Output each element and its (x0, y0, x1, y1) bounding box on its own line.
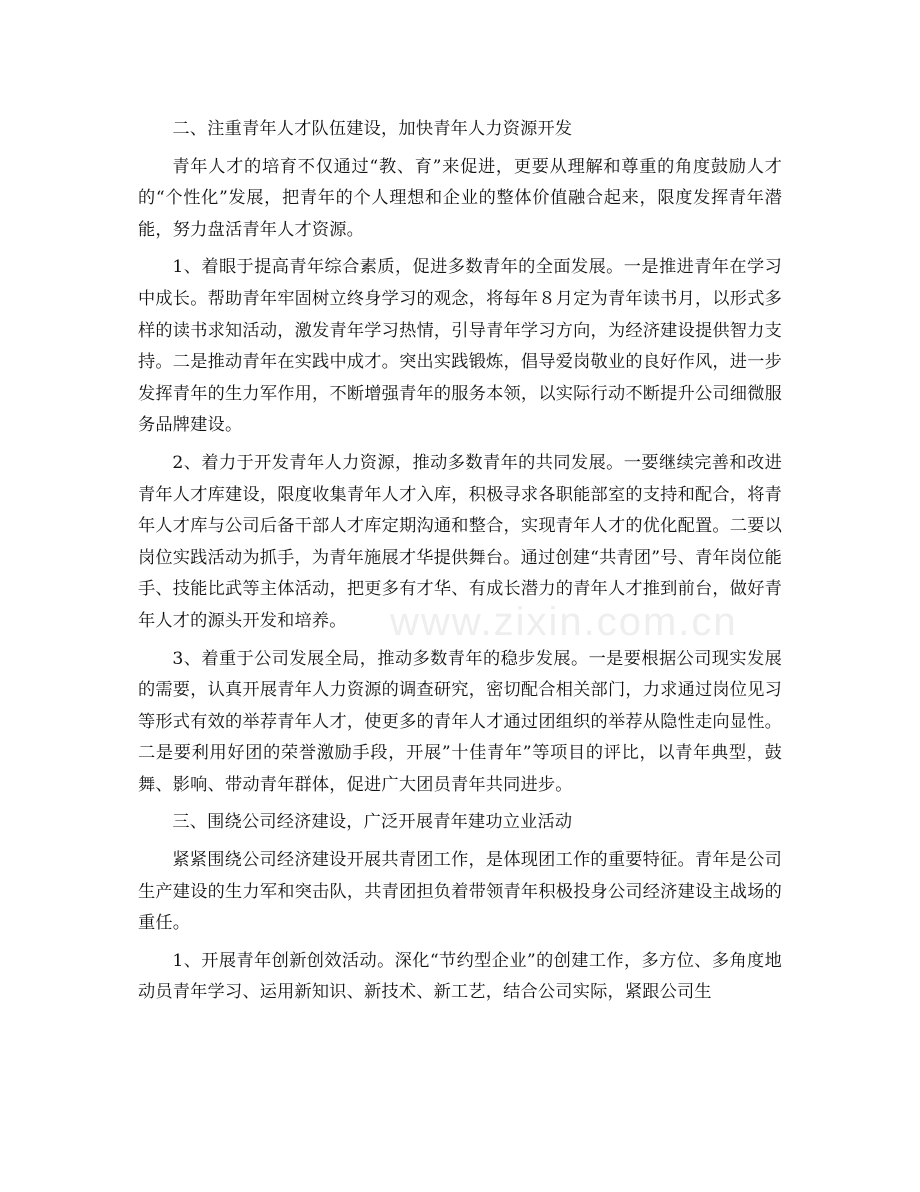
paragraph-intro-talent: 青年人才的培育不仅通过“教、育”来促进，更要从理解和尊重的角度鼓励人才的“个性化”发展，把青年的个人理想和企业的整体价值融合起来，限度发挥青年潜能，努力盘活青年人才资源。 (138, 156, 782, 240)
paragraph-item-1: 1、着眼于提高青年综合素质，促进多数青年的全面发展。一是推进青年在学习中成长。帮助青年牢固树立终身学习的观念，将每年８月定为青年读书月，以形式多样的读书求知活动，激发青年学习热情，引导青年学习方向，为经济建设提供智力支持。二是推动青年在实践中成才。突出实践锻炼，倡导爱岗敬业的良好作风，进一步发挥青年的生力军作用，不断增强青年的服务本领，以实际行动不断提升公司细微服务品牌建设。 (138, 257, 782, 436)
paragraph-innovation: 1、开展青年创新创效活动。深化“节约型企业”的创建工作，多方位、多角度地动员青年学习、运用新知识、新技术、新工艺，结合公司实际，紧跟公司生 (138, 950, 782, 1003)
watermark-text: www.zixin.com.cn (390, 600, 738, 644)
paragraph-item-3: 3、着重于公司发展全局，推动多数青年的稳步发展。一是要根据公司现实发展的需要，认真开展青年人力资源的调查研究，密切配合相关部门，力求通过岗位见习等形式有效的举荐青年人才，使更多的青年人才通过团组织的举荐从隐性走向显性。二是要利用好团的荣誉激励手段，开展”十佳青年”等项目的评比，以青年典型，鼓舞、影响、带动青年群体，促进广大团员青年共同进步。 (138, 648, 782, 795)
paragraph-item-2: 2、着力于开发青年人力资源，推动多数青年的共同发展。一要继续完善和改进青年人才库建设，限度收集青年人才入库，积极寻求各职能部室的支持和配合，将青年人才库与公司后备干部人才库定期沟通和整合，实现青年人才的优化配置。二要以岗位实践活动为抓手，为青年施展才华提供舞台。通过创建“共青团”号、青年岗位能手、技能比武等主体活动，把更多有才华、有成长潜力的青年人才推到前台，做好青年人才的源头开发和培养。 (138, 452, 782, 631)
paragraph-intro-economy: 紧紧围绕公司经济建设开展共青团工作，是体现团工作的重要特征。青年是公司生产建设的生力军和突击队，共青团担负着带领青年积极投身公司经济建设主战场的重任。 (138, 850, 782, 934)
section-heading-3: 三、围绕公司经济建设，广泛开展青年建功立业活动 (172, 812, 573, 833)
document-body (138, 114, 782, 1015)
section-heading-2: 二、注重青年人才队伍建设，加快青年人力资源开发 (172, 119, 573, 139)
